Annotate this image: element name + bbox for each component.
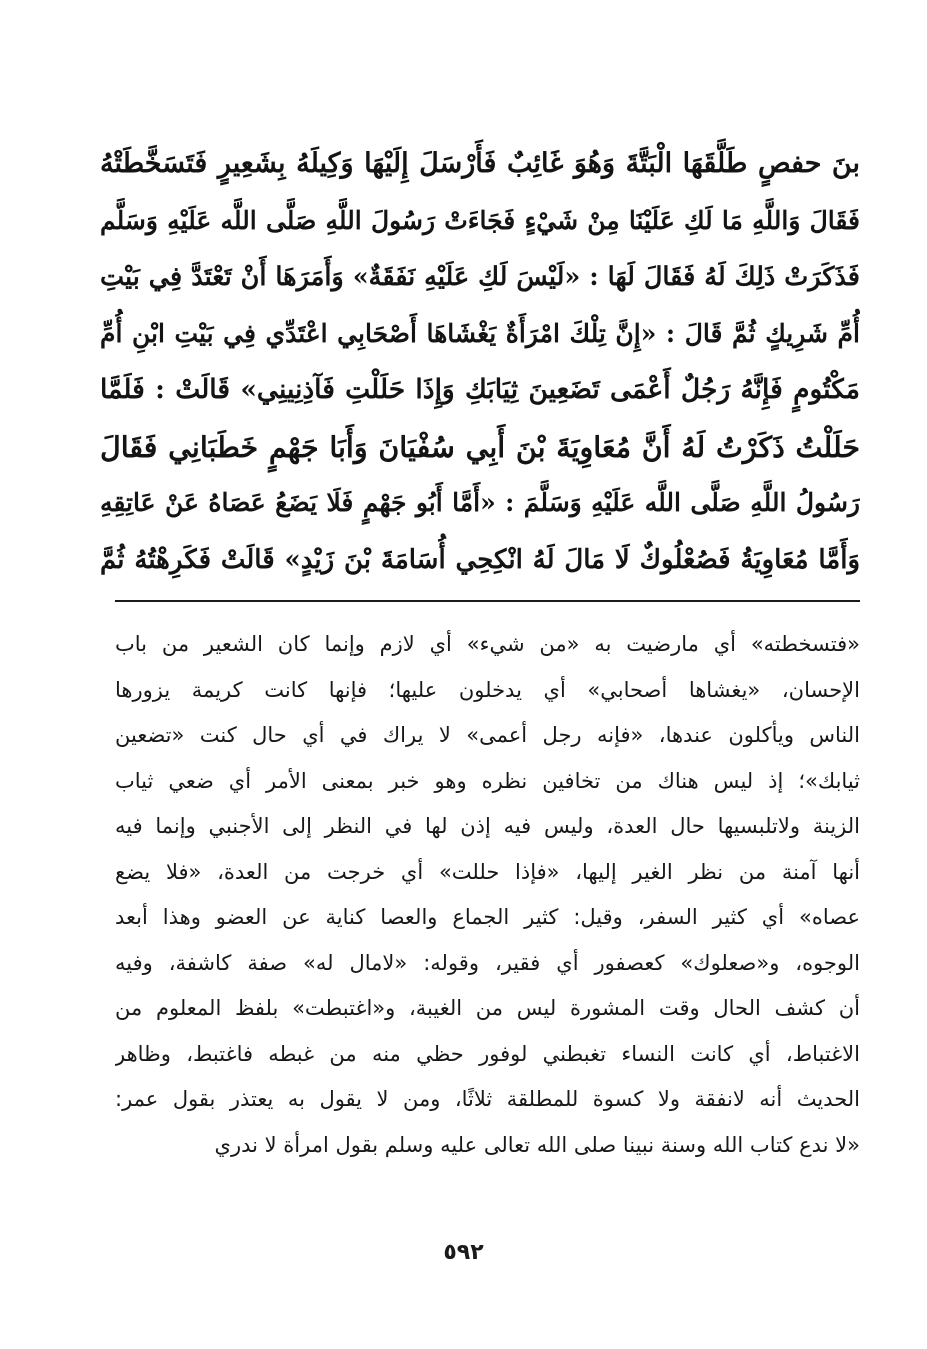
hadith-line-6: حَلَلْتُ ذَكَرْتُ لَهُ أَنَّ مُعَاوِيَةَ بْنَ أَبِي سُفْيَانَ وَأَبَا جَهْمٍ خَطَبَانِي فَقَالَ <box>100 429 860 464</box>
footnote-line-11: الحديث أنه لانفقة ولا كسوة للمطلقة ثلاثًا، ومن لا يقول به يعتذر بقول عمر: <box>115 1087 860 1111</box>
footnote-line-8: الوجوه، و«صعلوك» كعصفور أي فقير، وقوله: «لامال له» صفة كاشفة، وفيه <box>115 950 860 975</box>
footnote-line-7: عصاه» أي كثير السفر، وقيل: كثير الجماع والعصا كناية عن العضو وهذا أبعد <box>115 905 860 929</box>
hadith-line-3: فَذَكَرَتْ ذَلِكَ لَهُ فَقَالَ لَهَا : «لَيْسَ لَكِ عَلَيْهِ نَفَقَةٌ» وَأَمَرَهَا أَنْ تَعْتَدَّ فِي بَيْتِ <box>100 262 860 292</box>
footnote-divider <box>115 600 860 602</box>
page-number: ٥٩٢ <box>443 1240 484 1265</box>
hadith-line-5: مَكْتُومٍ فَإِنَّهُ رَجُلٌ أَعْمَى تَضَعِينَ ثِيَابَكِ وَإِذَا حَلَلْتِ فَآذِنِينِي» قَالَتْ : فَلَمَّا <box>100 374 860 405</box>
hadith-line-2: فَقَالَ وَاللَّهِ مَا لَكِ عَلَيْنَا مِنْ شَيْءٍ فَجَاءَتْ رَسُولَ اللَّهِ صَلَّى اللَّه عَلَيْهِ وَسَلَّم <box>100 205 860 235</box>
footnote-line-6: أنها آمنة من نظر الغير إليها، «فإذا حللت» أي خرجت من العدة، «فلا يضع <box>115 859 860 884</box>
commentary-footnote-block <box>115 622 860 1168</box>
hadith-line-7: رَسُولُ اللَّهِ صَلَّى اللَّه عَلَيْهِ وَسَلَّمَ : «أَمَّا أَبُو جَهْمٍ فَلَا يَضَعُ عَصَاهُ عَنْ عَاتِقِهِ <box>100 488 860 517</box>
hadith-line-8: وَأَمَّا مُعَاوِيَةُ فَصُعْلُوكٌ لَا مَالَ لَهُ انْكِحِي أُسَامَةَ بْنَ زَيْدٍ» قَالَتْ فَكَرِهْتُهُ ثُمَّ <box>100 544 860 575</box>
footnote-line-1: «فتسخطته» أي مارضيت به «من شيء» أي لازم وإنما كان الشعير من باب <box>115 632 860 656</box>
hadith-line-4: أُمِّ شَرِيكٍ ثُمَّ قَالَ : «إِنَّ تِلْكَ امْرَأَةٌ يَغْشَاهَا أَصْحَابِي اعْتَدِّي فِي بَيْتِ ابْنِ أُمِّ <box>100 318 860 348</box>
footnote-line-2: الإحسان، «يغشاها أصحابي» أي يدخلون عليها؛ فإنها كانت كريمة يزورها <box>115 677 860 702</box>
footnote-line-9: أن كشف الحال وقت المشورة ليس من الغيبة، و«اغتبطت» بلفظ المعلوم من <box>115 996 860 1020</box>
footnote-line-10: الاغتباط، أي كانت النساء تغبطني لوفور حظي منه من غبطه فاغتبط، وظاهر <box>115 1041 860 1066</box>
footnote-line-3: الناس ويأكلون عندها، «فإنه رجل أعمى» لا يراك في أي حال كنت «تضعين <box>115 723 860 747</box>
footnote-line-4: ثيابك»؛ إذ ليس هناك من تخافين نظره وهو خبر بمعنى الأمر أي ضعي ثياب <box>115 768 860 793</box>
hadith-line-1: بنَ حفصٍ طَلَّقَهَا الْبَتَّةَ وَهُوَ غَائِبٌ فَأَرْسَلَ إِلَيْهَا وَكِيلَهُ بِشَعِيرٍ فَتَسَخَّطَتْهُ <box>100 148 860 179</box>
footnote-line-12: «لا ندع كتاب الله وسنة نبينا صلى الله تعالى عليه وسلم بقول امرأة لا ندري <box>214 1132 860 1157</box>
footnote-line-5: الزينة ولاتلبسيها حال العدة، وليس فيه إذن لها في النظر إلى الأجنبي وإنما فيه <box>115 814 860 838</box>
hadith-text-block <box>100 136 860 588</box>
